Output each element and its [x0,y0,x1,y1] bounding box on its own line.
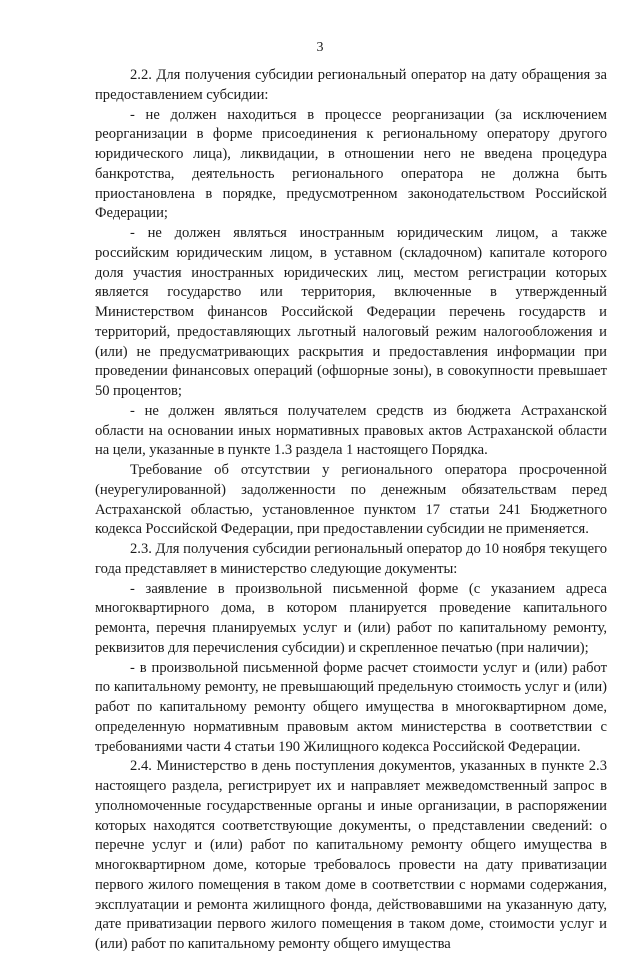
paragraph-budget-recipient-condition: - не должен являться получателем средств из бюджета Астраханской области на основании иных нормативных правовых актов Астраханской области на цели, указанные в пункте 1.3 раздела 1 настоящего Порядка. [95,402,607,459]
paragraph-2-2-intro: 2.2. Для получения субсидии региональный оператор на дату обращения за предоставлением субсидии: [95,67,607,103]
page-number: 3 [316,40,324,55]
paragraph-application-document: - заявление в произвольной письменной форме (с указанием адреса многоквартирного дома, в котором планируется проведение капитального ремонта, перечня планируемых услуг и (или) работ по капитальному ремонту, реквизитов для перечисления субсидии) и скрепленное печатью (при наличии); [95,580,607,656]
paragraph-reorganization-condition: - не должен находиться в процессе реорганизации (за исключением реорганизации в форме присоединения к региональному оператору другого юридического лица), ликвидации, в отношении него не введена процедура банкротства, деятельность регионального оператора не должна быть приостановлена в порядке, предусмотренном законодательством Российской Федерации; [95,106,607,222]
paragraph-cost-calculation-document: - в произвольной письменной форме расчет стоимости услуг и (или) работ по капитальному ремонту, не превышающий предельную стоимость услуг и (или) работ по капитальному ремонту общего имущества в многоквартирном доме, определенную нормативным правовым актом министерства в соответствии с требованиями части 4 статьи 190 Жилищного кодекса Российской Федерации. [95,659,607,755]
paragraph-debt-requirement: Требование об отсутствии у регионального оператора просроченной (неурегулированной) задолженности по денежным обязательствам перед Астраханской областью, установленное пунктом 17 статьи 241 Бюджетного кодекса Российской Федерации, при предоставлении субсидии не применяется. [95,462,607,538]
paragraph-2-4: 2.4. Министерство в день поступления документов, указанных в пункте 2.3 настоящего раздела, регистрирует их и направляет межведомственный запрос в уполномоченные государственные органы и иные организации, в распоряжении которых находятся соответствующие документы, о представлении сведений: о перечне услуг и (или) работ по капитальному ремонту общего имущества в многоквартирном доме, которые требовалось провести на дату приватизации первого жилого помещения в таком доме в соответствии с нормами содержания, эксплуатации и ремонта жилищного фонда, действовавшими на указанную дату, дате приватизации первого жилого помещения в таком доме, стоимости услуг и (или) работ по капитальному ремонту общего имущества [95,758,607,952]
document-body [95,66,607,955]
paragraph-foreign-entity-condition: - не должен являться иностранным юридическим лицом, а также российским юридическим лицом, в уставном (складочном) капитале которого доля участия иностранных юридических лиц, местом регистрации которых является государство или территория, включенные в утвержденный Министерством финансов Российской Федерации перечень государств и территорий, предоставляющих льготный налоговый режим налогообложения и (или) не предусматривающих раскрытия и предоставления информации при проведении финансовых операций (офшорные зоны), в совокупности превышает 50 процентов; [95,225,607,399]
paragraph-2-3-intro: 2.3. Для получения субсидии региональный оператор до 10 ноября текущего года представляет в министерство следующие документы: [95,541,607,577]
